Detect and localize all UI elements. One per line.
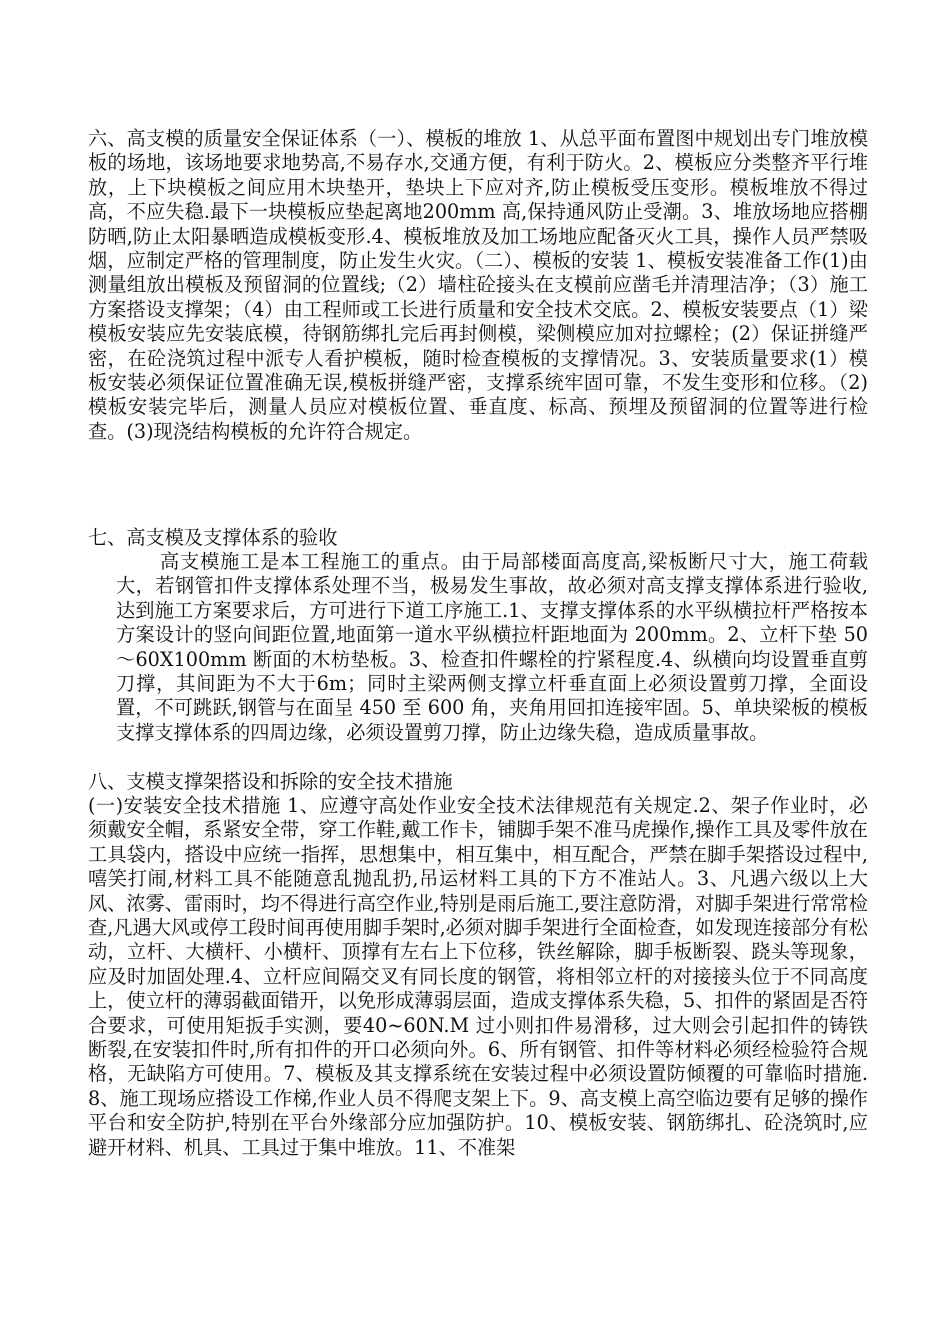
- section-6-paragraph: 六、高支模的质量安全保证体系（一）、模板的堆放 1、从总平面布置图中规划出专门堆放模板的场地，该场地要求地势高,不易存水,交通方便，有利于防火。2、模板应分类整齐平行堆放，上下块模板之间应用木块垫开，垫块上下应对齐,防止模板受压变形。模板堆放不得过高，不应失稳.最下一块模板应垫起离地200mm 高,保持通风防止受潮。3、堆放场地应搭棚防晒,防止太阳暴晒造成模板变形.4、模板堆放及加工场地应配备灭火工具，操作人员严禁吸烟，应制定严格的管理制度，防止发生火灾。（二）、模板的安装 1、模板安装准备工作(1)由测量组放出模板及预留洞的位置线;（2）墙柱砼接头在支模前应凿毛并清理洁净；（3）施工方案搭设支撑架；（4）由工程师或工长进行质量和安全技术交底。2、模板安装要点（1）梁模板安装应先安装底模，待钢筋绑扎完后再封侧模，梁侧模应加对拉螺栓；(2）保证拼缝严密，在砼浇筑过程中派专人看护模板，随时检查模板的支撑情况。3、安装质量要求(1）模板安装必须保证位置准确无误,模板拼缝严密，支撑系统牢固可靠，不发生变形和位移。（2)模板安装完毕后，测量人员应对模板位置、垂直度、标高、预埋及预留洞的位置等进行检查。(3)现浇结构模板的允许符合规定。: [88, 127, 868, 443]
- section-8-heading: 八、支模支撑架搭设和拆除的安全技术措施: [88, 770, 453, 793]
- section-7-heading: 七、高支模及支撑体系的验收: [88, 526, 338, 549]
- section-7-paragraph: 高支模施工是本工程施工的重点。由于局部楼面高度高,梁板断尺寸大，施工荷载大，若钢管扣件支撑体系处理不当，极易发生事故，故必须对高支撑支撑体系进行验收,达到施工方案要求后，方可进行下道工序施工.1、支撑支撑体系的水平纵横拉杆严格按本方案设计的竖向间距位置,地面第一道水平纵横拉杆距地面为 200mm。2、立杆下垫 50～60X100mm 断面的木枋垫板。3、检查扣件螺栓的拧紧程度.4、纵横向均设置垂直剪刀撑，其间距为不大于6m；同时主梁两侧支撑立杆垂直面上必须设置剪刀撑，全面设置，不可跳跃,钢管与在面呈 450 至 600 角，夹角用回扣连接牢固。5、单块梁板的模板支撑支撑体系的四周边缘，必须设置剪刀撑，防止边缘失稳，造成质量事故。: [116, 550, 868, 744]
- section-8-paragraph: (一)安装安全技术措施 1、应遵守高处作业安全技术法律规范有关规定.2、架子作业时，必须戴安全帽，系紧安全带，穿工作鞋,戴工作卡，铺脚手架不准马虎操作,操作工具及零件放在工具袋内，搭设中应统一指挥，思想集中，相互集中，相互配合，严禁在脚手架搭设过程中,嘻笑打闹,材料工具不能随意乱抛乱扔,吊运材料工具的下方不准站人。3、凡遇六级以上大风、浓雾、雷雨时，均不得进行高空作业,特别是雨后施工,要注意防滑，对脚手架进行常常检查,凡遇大风或停工段时间再使用脚手架时,必须对脚手架进行全面检查，如发现连接部分有松动，立杆、大横杆、小横杆、顶撑有左右上下位移，铁丝解除，脚手板断裂、跷头等现象，应及时加固处理.4、立杆应间隔交叉有同长度的钢管，将相邻立杆的对接接头位于不同高度上，使立杆的薄弱截面错开，以免形成薄弱层面，造成支撑体系失稳，5、扣件的紧固是否符合要求，可使用矩扳手实测，要40~60N.M 过小则扣件易滑移，过大则会引起扣件的铸铁断裂,在安装扣件时,所有扣件的开口必须向外。6、所有钢管、扣件等材料必须经检验符合规格，无缺陷方可使用。7、模板及其支撑系统在安装过程中必须设置防倾覆的可靠临时措施.8、施工现场应搭设工作梯,作业人员不得爬支架上下。9、高支模上高空临边要有足够的操作平台和安全防护,特别在平台外缘部分应加强防护。10、模板安装、钢筋绑扎、砼浇筑时,应避开材料、机具、工具过于集中堆放。11、不准架: [88, 794, 868, 1159]
